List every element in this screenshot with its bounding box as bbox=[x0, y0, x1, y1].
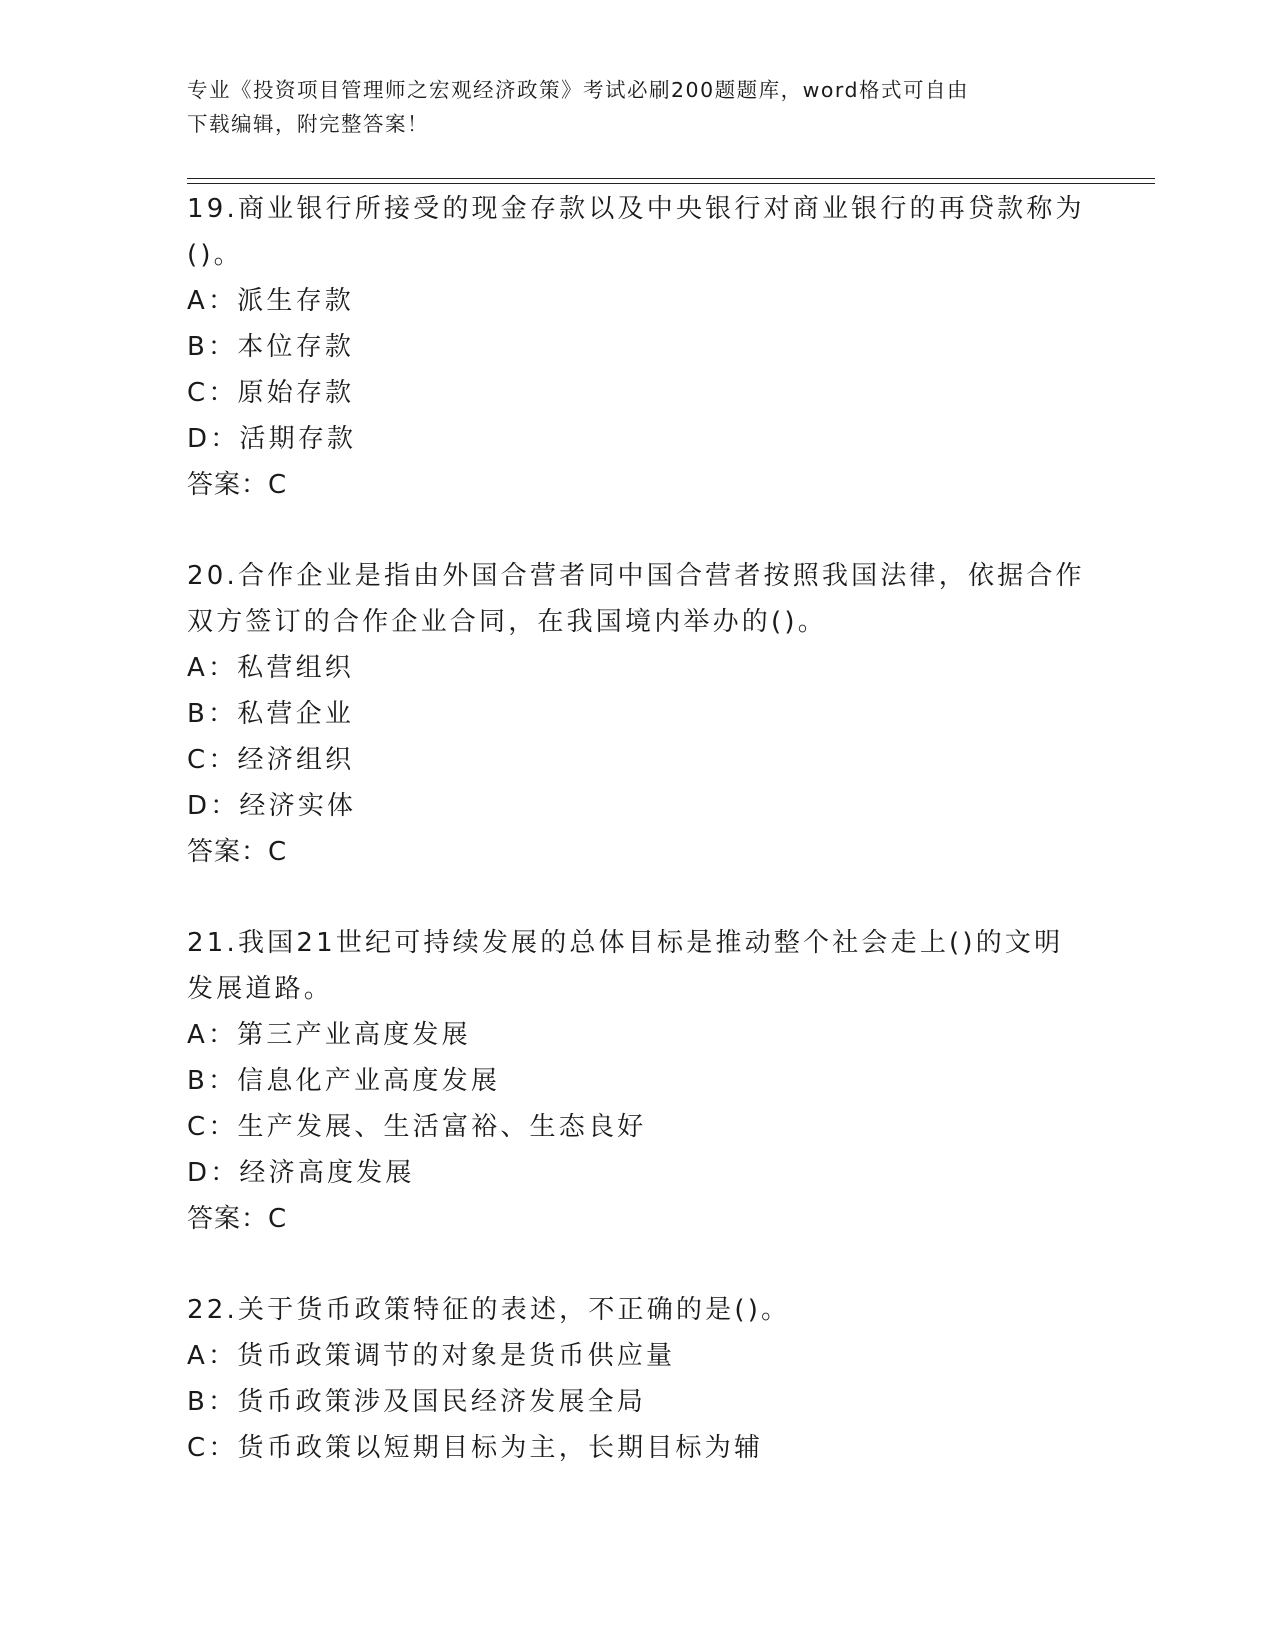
question-spacer bbox=[187, 1242, 1087, 1287]
question-stem: 19.商业银行所接受的现金存款以及中央银行对商业银行的再贷款称为 bbox=[187, 194, 1085, 224]
option-a: A：第三产业高度发展 bbox=[187, 1020, 471, 1050]
option-a: A：私营组织 bbox=[187, 653, 354, 683]
option-a: A：派生存款 bbox=[187, 286, 354, 316]
option-b: B：私营企业 bbox=[187, 699, 355, 729]
answer-line: 答案：C bbox=[187, 470, 288, 500]
question-spacer bbox=[187, 875, 1087, 920]
header-divider-bottom bbox=[187, 183, 1155, 184]
option-b: B：本位存款 bbox=[187, 332, 355, 362]
header-line-1: 专业《投资项目管理师之宏观经济政策》考试必刷200题题库，word格式可自由 bbox=[187, 78, 970, 102]
question-22 bbox=[187, 1287, 1087, 1471]
option-b: B：货币政策涉及国民经济发展全局 bbox=[187, 1387, 647, 1417]
question-21 bbox=[187, 920, 1087, 1242]
option-c: C：原始存款 bbox=[187, 378, 355, 408]
option-d: D：经济高度发展 bbox=[187, 1158, 415, 1188]
header-divider-top bbox=[187, 178, 1155, 179]
question-list bbox=[187, 186, 1087, 1471]
question-stem: 21.我国21世纪可持续发展的总体目标是推动整个社会走上()的文明 bbox=[187, 928, 1064, 958]
question-stem-continued: 发展道路。 bbox=[187, 974, 334, 1004]
option-c: C：经济组织 bbox=[187, 745, 355, 775]
option-a: A：货币政策调节的对象是货币供应量 bbox=[187, 1341, 676, 1371]
question-stem: 20.合作企业是指由外国合营者同中国合营者按照我国法律，依据合作 bbox=[187, 561, 1085, 591]
question-stem-continued: ()。 bbox=[187, 240, 243, 270]
option-b: B：信息化产业高度发展 bbox=[187, 1066, 501, 1096]
option-d: D：经济实体 bbox=[187, 791, 357, 821]
question-spacer bbox=[187, 508, 1087, 553]
option-c: C：生产发展、生活富裕、生态良好 bbox=[187, 1112, 647, 1142]
answer-line: 答案：C bbox=[187, 1204, 288, 1234]
question-20 bbox=[187, 553, 1087, 875]
option-c: C：货币政策以短期目标为主，长期目标为辅 bbox=[187, 1433, 764, 1463]
question-19 bbox=[187, 186, 1087, 508]
question-stem: 22.关于货币政策特征的表述，不正确的是()。 bbox=[187, 1295, 791, 1325]
document-header bbox=[187, 73, 1067, 141]
answer-line: 答案：C bbox=[187, 837, 288, 867]
option-d: D：活期存款 bbox=[187, 424, 357, 454]
header-line-2: 下载编辑，附完整答案！ bbox=[187, 112, 429, 136]
question-stem-continued: 双方签订的合作企业合同，在我国境内举办的()。 bbox=[187, 607, 827, 637]
